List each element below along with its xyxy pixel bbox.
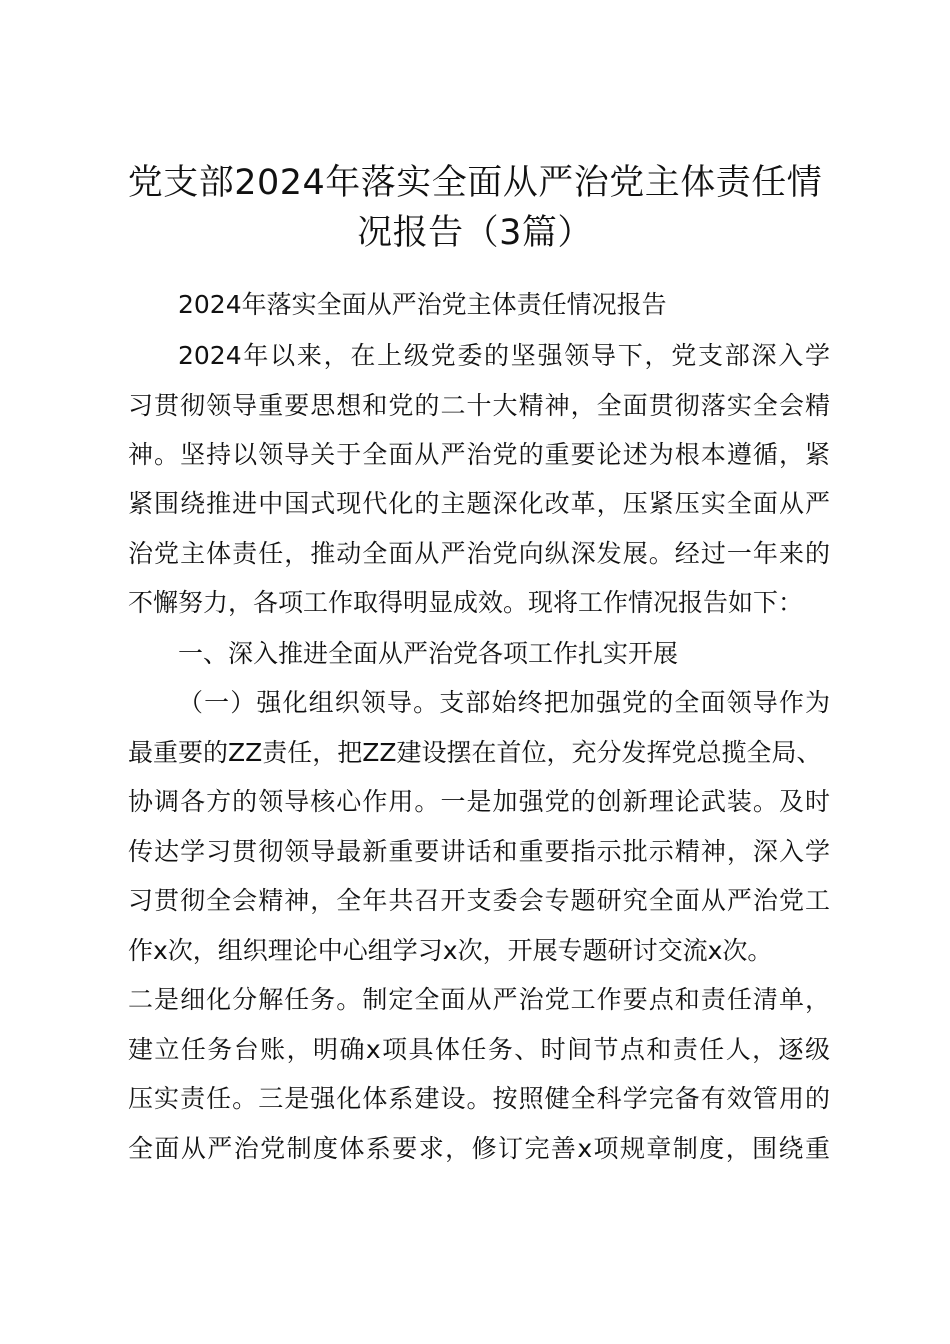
para2-line-6: 作x次，组织理论中心组学习x次，开展专题研讨交流x次。 [128, 936, 773, 965]
para2-line-4: 传达学习贯彻领导最新重要讲话和重要指示批示精神，深入学 [128, 837, 830, 866]
para2-line-5: 习贯彻全会精神，全年共召开支委会专题研究全面从严治党工 [128, 886, 830, 915]
title-line-1: 党支部2024年落实全面从严治党主体责任情 [127, 163, 823, 203]
para1-line-4: 紧围绕推进中国式现代化的主题深化改革，压紧压实全面从严 [128, 489, 830, 518]
para1-line-5: 治党主体责任，推动全面从严治党向纵深发展。经过一年来的 [128, 539, 830, 568]
para2-line-8: 建立任务台账，明确x项具体任务、时间节点和责任人，逐级 [128, 1035, 830, 1064]
para2-line-2: 最重要的ZZ责任，把ZZ建设摆在首位，充分发挥党总揽全局、 [128, 738, 822, 767]
para1-line-6: 不懈努力，各项工作取得明显成效。现将工作情况报告如下： [128, 588, 804, 617]
title-line-2: 况报告（3篇） [357, 213, 593, 253]
para2-line-3: 协调各方的领导核心作用。一是加强党的创新理论武装。及时 [128, 787, 830, 816]
para2-line-1: （一）强化组织领导。支部始终把加强党的全面领导作为 [178, 688, 830, 717]
para1-line-3: 神。坚持以领导关于全面从严治党的重要论述为根本遵循，紧 [128, 440, 830, 469]
para2-line-7: 二是细化分解任务。制定全面从严治党工作要点和责任清单， [128, 985, 830, 1014]
para1-line-2: 习贯彻领导重要思想和党的二十大精神，全面贯彻落实全会精 [128, 391, 830, 420]
report-subtitle: 2024年落实全面从严治党主体责任情况报告 [178, 290, 667, 319]
para2-line-9: 压实责任。三是强化体系建设。按照健全科学完备有效管用的 [128, 1084, 830, 1113]
para2-line-10: 全面从严治党制度体系要求，修订完善x项规章制度，围绕重 [128, 1134, 830, 1163]
para1-line-1: 2024年以来，在上级党委的坚强领导下，党支部深入学 [178, 341, 830, 370]
section-heading-1: 一、深入推进全面从严治党各项工作扎实开展 [178, 639, 679, 668]
document-title [110, 158, 840, 258]
